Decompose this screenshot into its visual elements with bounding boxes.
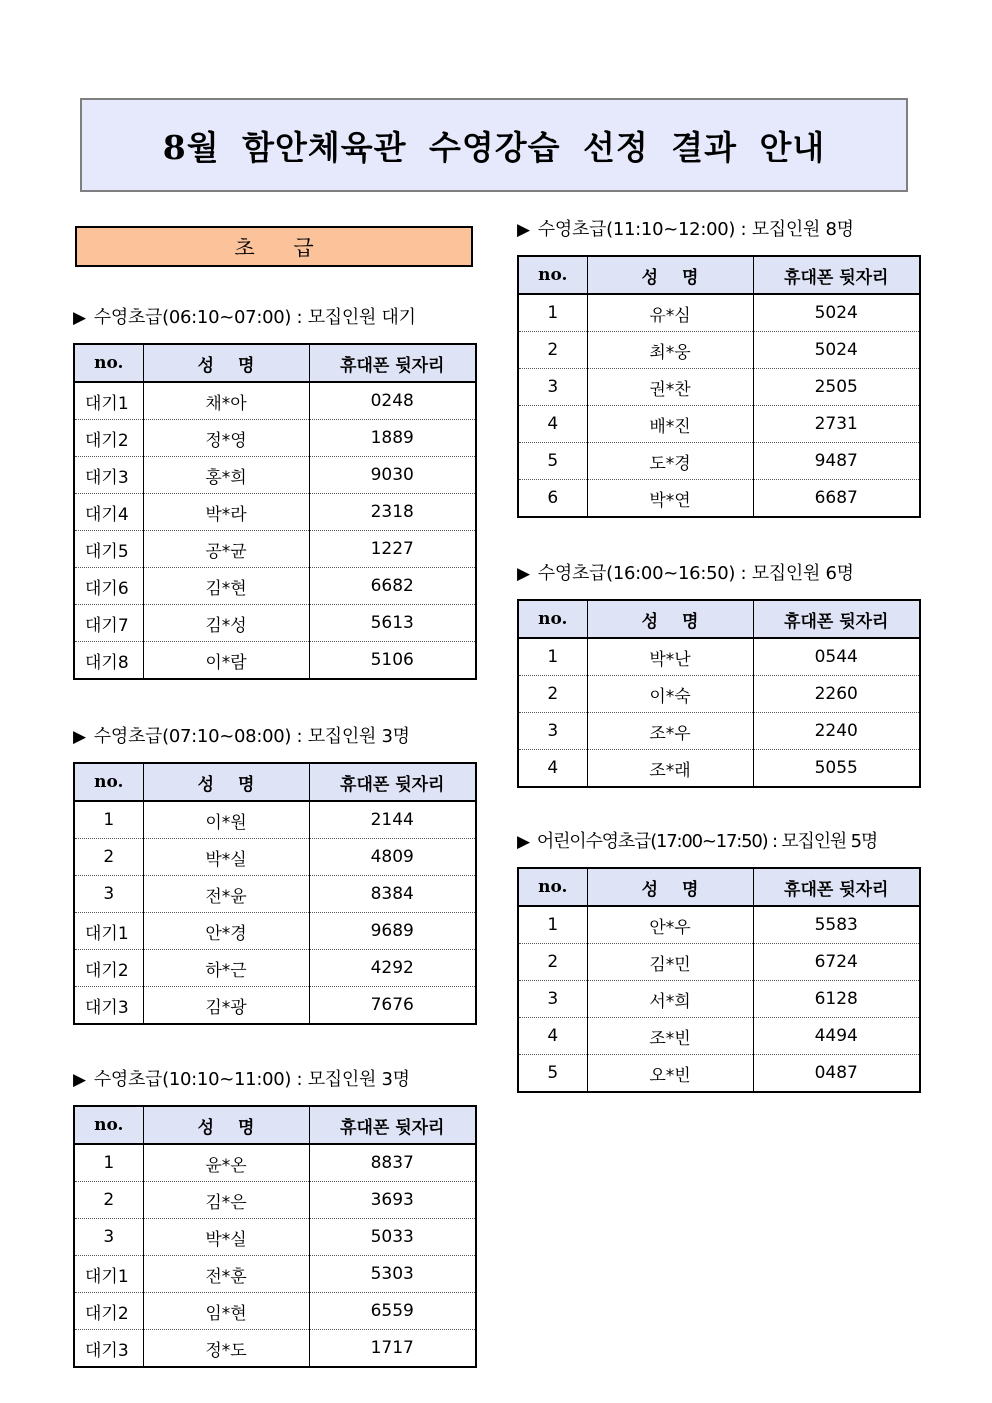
cell-name: 배*진 [587, 406, 753, 443]
cell-name: 이*숙 [587, 676, 753, 713]
cell-phone: 5024 [753, 294, 920, 332]
section-title-text: 수영초급(11:10~12:00) : 모집인원 8명 [537, 219, 854, 240]
cell-phone: 4494 [753, 1018, 920, 1055]
cell-phone: 2505 [753, 369, 920, 406]
cell-name: 서*희 [587, 981, 753, 1018]
table-header-row [518, 600, 920, 638]
header-phone: 휴대폰 뒷자리 [753, 256, 920, 294]
cell-phone: 2260 [753, 676, 920, 713]
section-2 [73, 724, 475, 1025]
section-title-text: 수영초급(06:10~07:00) : 모집인원 대기 [93, 307, 416, 328]
table-row [74, 457, 476, 494]
cell-name: 윤*온 [143, 1144, 309, 1182]
cell-phone: 2240 [753, 713, 920, 750]
table-row [518, 1018, 920, 1055]
cell-name: 조*래 [587, 750, 753, 788]
cell-no: 1 [518, 906, 587, 944]
cell-phone: 5613 [309, 605, 476, 642]
table-row [74, 801, 476, 839]
cell-phone: 9030 [309, 457, 476, 494]
header-phone: 휴대폰 뒷자리 [753, 600, 920, 638]
cell-name: 하*근 [143, 950, 309, 987]
table-header-row [518, 256, 920, 294]
cell-name: 권*찬 [587, 369, 753, 406]
header-phone: 휴대폰 뒷자리 [309, 1106, 476, 1144]
cell-no: 2 [518, 944, 587, 981]
cell-name: 정*도 [143, 1330, 309, 1368]
section-title-text: 수영초급(10:10~11:00) : 모집인원 3명 [93, 1069, 410, 1090]
cell-phone: 2318 [309, 494, 476, 531]
section-1 [73, 305, 475, 680]
cell-phone: 6128 [753, 981, 920, 1018]
table-header-row [74, 1106, 476, 1144]
cell-no: 3 [518, 981, 587, 1018]
cell-name: 박*실 [143, 839, 309, 876]
cell-phone: 4292 [309, 950, 476, 987]
page-title: 8월 함안체육관 수영강습 선정 결과 안내 [162, 127, 826, 167]
table-row [74, 1182, 476, 1219]
cell-name: 김*현 [143, 568, 309, 605]
cell-no: 1 [518, 638, 587, 676]
cell-phone: 3693 [309, 1182, 476, 1219]
cell-name: 조*우 [587, 713, 753, 750]
cell-phone: 8837 [309, 1144, 476, 1182]
section-5 [517, 561, 919, 788]
table-row [74, 494, 476, 531]
cell-no: 1 [518, 294, 587, 332]
section-title [517, 217, 919, 243]
header-name: 성 명 [143, 344, 309, 382]
result-table [517, 255, 921, 518]
title-box [80, 98, 908, 192]
cell-name: 전*윤 [143, 876, 309, 913]
triangle-marker-icon: ▶ [517, 832, 529, 852]
cell-name: 김*광 [143, 987, 309, 1025]
table-row [518, 294, 920, 332]
table-row [518, 1055, 920, 1093]
section-title-text: 수영초급(16:00~16:50) : 모집인원 6명 [537, 563, 854, 584]
table-row [74, 1219, 476, 1256]
cell-no: 2 [74, 1182, 143, 1219]
triangle-marker-icon: ▶ [517, 220, 530, 240]
cell-name: 홍*희 [143, 457, 309, 494]
cell-phone: 5303 [309, 1256, 476, 1293]
cell-phone: 5106 [309, 642, 476, 680]
table-row [74, 642, 476, 680]
table-row [518, 638, 920, 676]
table-row [74, 839, 476, 876]
header-name: 성 명 [587, 868, 753, 906]
cell-name: 이*람 [143, 642, 309, 680]
cell-name: 채*아 [143, 382, 309, 420]
section-title-text: 어린이수영초급(17:00~17:50) : 모집인원 5명 [536, 831, 878, 852]
cell-no: 대기1 [74, 913, 143, 950]
cell-phone: 0487 [753, 1055, 920, 1093]
table-row [74, 1144, 476, 1182]
cell-name: 유*심 [587, 294, 753, 332]
cell-phone: 7676 [309, 987, 476, 1025]
table-header-row [74, 344, 476, 382]
header-name: 성 명 [143, 1106, 309, 1144]
cell-name: 김*은 [143, 1182, 309, 1219]
cell-phone: 9487 [753, 443, 920, 480]
cell-no: 대기1 [74, 382, 143, 420]
cell-no: 1 [74, 1144, 143, 1182]
cell-name: 정*영 [143, 420, 309, 457]
table-row [518, 713, 920, 750]
cell-phone: 6682 [309, 568, 476, 605]
cell-name: 도*경 [587, 443, 753, 480]
table-row [518, 480, 920, 518]
table-row [74, 876, 476, 913]
cell-no: 1 [74, 801, 143, 839]
cell-no: 대기3 [74, 987, 143, 1025]
cell-name: 박*라 [143, 494, 309, 531]
table-header-row [74, 763, 476, 801]
table-row [518, 981, 920, 1018]
section-title [73, 1067, 475, 1093]
result-table [73, 343, 477, 680]
section-title-text: 수영초급(07:10~08:00) : 모집인원 3명 [93, 726, 410, 747]
cell-name: 박*실 [143, 1219, 309, 1256]
header-no: no. [74, 344, 143, 382]
table-row [74, 1256, 476, 1293]
section-4 [517, 217, 919, 518]
table-row [74, 531, 476, 568]
header-no: no. [518, 868, 587, 906]
cell-name: 이*원 [143, 801, 309, 839]
cell-phone: 5055 [753, 750, 920, 788]
cell-no: 4 [518, 406, 587, 443]
cell-no: 3 [518, 369, 587, 406]
cell-no: 대기4 [74, 494, 143, 531]
cell-phone: 5024 [753, 332, 920, 369]
cell-phone: 5033 [309, 1219, 476, 1256]
cell-no: 대기1 [74, 1256, 143, 1293]
table-header-row [518, 868, 920, 906]
header-no: no. [518, 600, 587, 638]
cell-name: 김*민 [587, 944, 753, 981]
result-table [517, 599, 921, 788]
cell-no: 6 [518, 480, 587, 518]
section-6 [517, 829, 919, 1093]
cell-name: 임*현 [143, 1293, 309, 1330]
cell-no: 대기3 [74, 1330, 143, 1368]
table-row [518, 906, 920, 944]
triangle-marker-icon: ▶ [73, 727, 86, 747]
cell-name: 전*훈 [143, 1256, 309, 1293]
cell-name: 공*균 [143, 531, 309, 568]
header-no: no. [518, 256, 587, 294]
cell-phone: 1889 [309, 420, 476, 457]
cell-no: 대기2 [74, 420, 143, 457]
section-title [73, 724, 475, 750]
cell-no: 대기5 [74, 531, 143, 568]
section-title [517, 829, 919, 855]
section-title [73, 305, 475, 331]
section-title [517, 561, 919, 587]
cell-name: 조*빈 [587, 1018, 753, 1055]
cell-no: 5 [518, 443, 587, 480]
table-row [518, 406, 920, 443]
header-phone: 휴대폰 뒷자리 [309, 763, 476, 801]
header-name: 성 명 [143, 763, 309, 801]
result-table [73, 762, 477, 1025]
section-3 [73, 1067, 475, 1368]
triangle-marker-icon: ▶ [517, 564, 530, 584]
cell-no: 4 [518, 750, 587, 788]
cell-phone: 0248 [309, 382, 476, 420]
cell-phone: 4809 [309, 839, 476, 876]
header-name: 성 명 [587, 256, 753, 294]
cell-no: 3 [74, 876, 143, 913]
result-table [73, 1105, 477, 1368]
cell-phone: 6687 [753, 480, 920, 518]
header-phone: 휴대폰 뒷자리 [753, 868, 920, 906]
cell-phone: 2144 [309, 801, 476, 839]
table-row [518, 443, 920, 480]
cell-no: 3 [74, 1219, 143, 1256]
table-row [518, 332, 920, 369]
table-row [74, 382, 476, 420]
table-row [74, 605, 476, 642]
cell-no: 2 [518, 676, 587, 713]
triangle-marker-icon: ▶ [73, 1070, 86, 1090]
cell-phone: 1717 [309, 1330, 476, 1368]
cell-no: 3 [518, 713, 587, 750]
cell-no: 2 [74, 839, 143, 876]
cell-name: 김*성 [143, 605, 309, 642]
cell-phone: 5583 [753, 906, 920, 944]
table-row [518, 750, 920, 788]
cell-no: 5 [518, 1055, 587, 1093]
cell-name: 안*경 [143, 913, 309, 950]
cell-no: 대기7 [74, 605, 143, 642]
level-label: 초 급 [75, 226, 473, 267]
cell-phone: 6724 [753, 944, 920, 981]
triangle-marker-icon: ▶ [73, 308, 86, 328]
cell-no: 대기8 [74, 642, 143, 680]
table-row [518, 676, 920, 713]
cell-no: 대기2 [74, 1293, 143, 1330]
table-row [518, 369, 920, 406]
cell-phone: 9689 [309, 913, 476, 950]
cell-no: 대기2 [74, 950, 143, 987]
cell-phone: 1227 [309, 531, 476, 568]
cell-phone: 0544 [753, 638, 920, 676]
cell-phone: 6559 [309, 1293, 476, 1330]
result-table [517, 867, 921, 1093]
cell-no: 대기6 [74, 568, 143, 605]
cell-name: 최*웅 [587, 332, 753, 369]
header-no: no. [74, 763, 143, 801]
cell-no: 2 [518, 332, 587, 369]
cell-no: 4 [518, 1018, 587, 1055]
table-row [74, 1330, 476, 1368]
table-row [74, 950, 476, 987]
table-row [74, 987, 476, 1025]
cell-name: 박*난 [587, 638, 753, 676]
table-row [74, 420, 476, 457]
cell-name: 안*우 [587, 906, 753, 944]
cell-phone: 8384 [309, 876, 476, 913]
cell-name: 박*연 [587, 480, 753, 518]
cell-no: 대기3 [74, 457, 143, 494]
table-row [74, 913, 476, 950]
cell-name: 오*빈 [587, 1055, 753, 1093]
table-row [74, 1293, 476, 1330]
header-name: 성 명 [587, 600, 753, 638]
table-row [518, 944, 920, 981]
header-no: no. [74, 1106, 143, 1144]
table-row [74, 568, 476, 605]
cell-phone: 2731 [753, 406, 920, 443]
header-phone: 휴대폰 뒷자리 [309, 344, 476, 382]
